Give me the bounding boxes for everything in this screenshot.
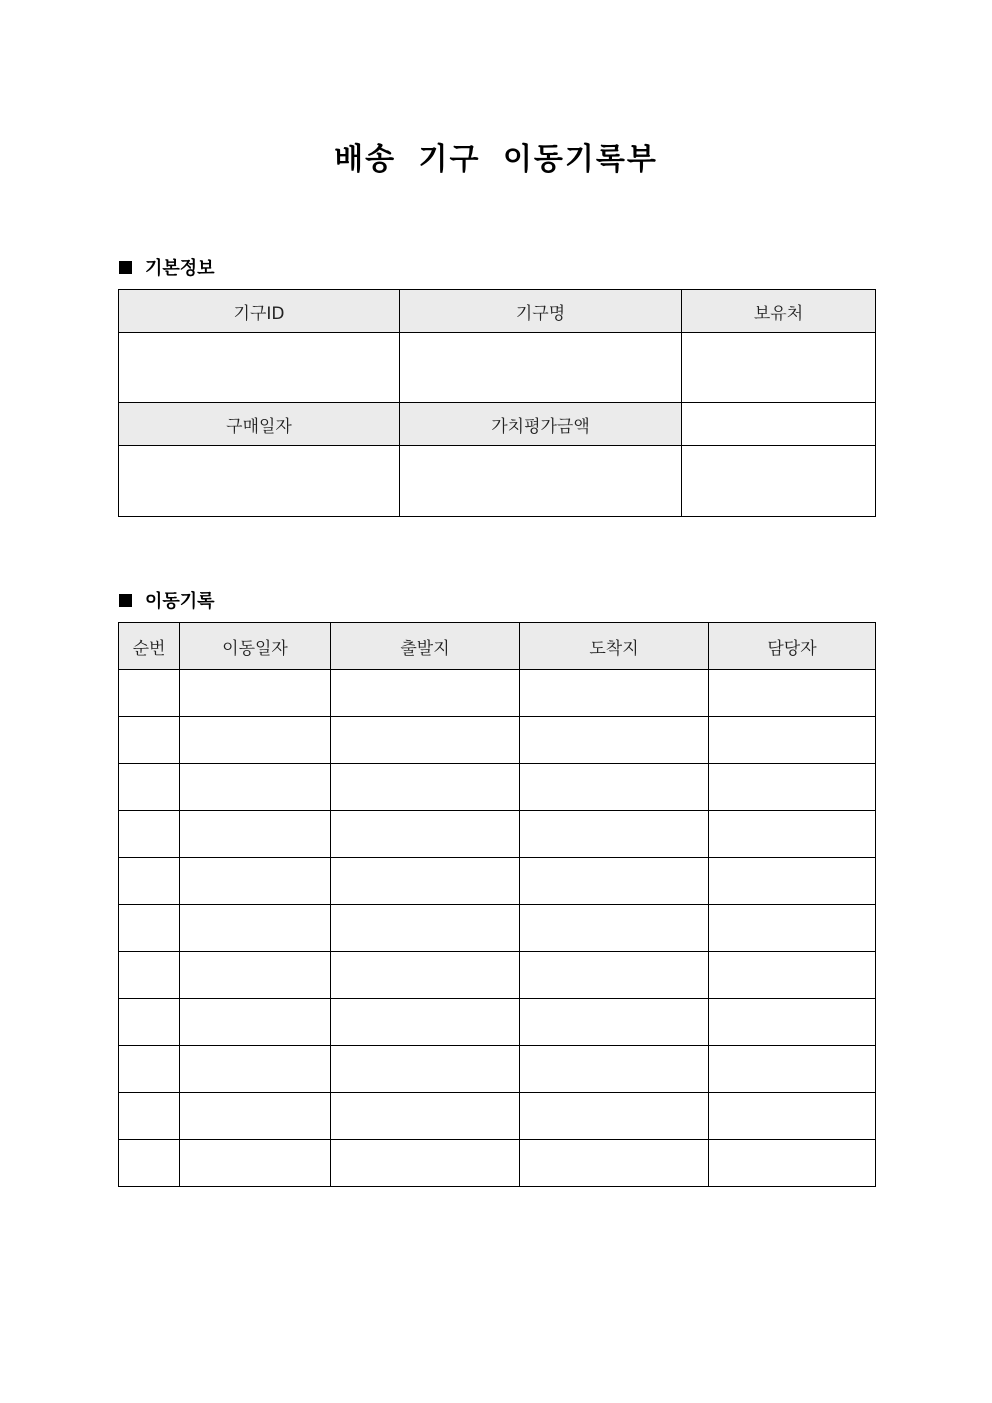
table-row [119,1140,876,1187]
header-person-in-charge: 담당자 [709,623,876,670]
move-date-cell[interactable] [180,1093,331,1140]
table-row [119,333,876,403]
table-header-row [119,290,876,333]
destination-cell[interactable] [520,764,709,811]
section-heading-basic-info [119,254,215,280]
header-equipment-id: 기구ID [119,290,400,333]
person-in-charge-cell[interactable] [709,764,876,811]
origin-cell[interactable] [331,717,520,764]
seq-no-cell[interactable] [119,999,180,1046]
table-header-row [119,623,876,670]
move-date-cell[interactable] [180,858,331,905]
destination-cell[interactable] [520,999,709,1046]
origin-cell[interactable] [331,858,520,905]
person-in-charge-cell[interactable] [709,1140,876,1187]
destination-cell[interactable] [520,717,709,764]
origin-cell[interactable] [331,1093,520,1140]
move-date-cell[interactable] [180,717,331,764]
destination-cell[interactable] [520,1046,709,1093]
origin-cell[interactable] [331,1140,520,1187]
move-date-cell[interactable] [180,952,331,999]
square-bullet-icon [119,594,132,607]
table-row [119,811,876,858]
move-date-cell[interactable] [180,999,331,1046]
seq-no-cell[interactable] [119,1046,180,1093]
section-heading-label: 기본정보 [145,258,215,279]
destination-cell[interactable] [520,811,709,858]
move-date-cell[interactable] [180,811,331,858]
destination-cell[interactable] [520,952,709,999]
person-in-charge-cell[interactable] [709,858,876,905]
header-equipment-name: 기구명 [400,290,682,333]
header-origin: 출발지 [331,623,520,670]
section-heading-label: 이동기록 [145,591,215,612]
origin-cell[interactable] [331,764,520,811]
table-row [119,717,876,764]
header-move-date: 이동일자 [180,623,331,670]
seq-no-cell[interactable] [119,905,180,952]
person-in-charge-cell[interactable] [709,670,876,717]
header-destination: 도착지 [520,623,709,670]
purchase-date-cell[interactable] [119,446,400,517]
person-in-charge-cell[interactable] [709,905,876,952]
origin-cell[interactable] [331,670,520,717]
person-in-charge-cell[interactable] [709,1093,876,1140]
movement-log-table [118,622,876,1187]
origin-cell[interactable] [331,811,520,858]
move-date-cell[interactable] [180,670,331,717]
table-row [119,858,876,905]
seq-no-cell[interactable] [119,1093,180,1140]
header-holder: 보유처 [682,290,876,333]
person-in-charge-cell[interactable] [709,717,876,764]
destination-cell[interactable] [520,1140,709,1187]
table-row [119,1046,876,1093]
table-row [119,1093,876,1140]
origin-cell[interactable] [331,952,520,999]
blank-header-cell[interactable] [682,403,876,446]
person-in-charge-cell[interactable] [709,999,876,1046]
move-date-cell[interactable] [180,1046,331,1093]
table-row [119,905,876,952]
table-row [119,952,876,999]
holder-cell[interactable] [682,333,876,403]
blank-value-cell[interactable] [682,446,876,517]
seq-no-cell[interactable] [119,952,180,999]
origin-cell[interactable] [331,905,520,952]
move-date-cell[interactable] [180,764,331,811]
section-heading-movement-log [119,587,215,613]
seq-no-cell[interactable] [119,764,180,811]
seq-no-cell[interactable] [119,811,180,858]
destination-cell[interactable] [520,670,709,717]
header-valuation-amount: 가치평가금액 [400,403,682,446]
table-row [119,764,876,811]
destination-cell[interactable] [520,858,709,905]
origin-cell[interactable] [331,999,520,1046]
equipment-name-cell[interactable] [400,333,682,403]
table-row [119,670,876,717]
person-in-charge-cell[interactable] [709,952,876,999]
table-row [119,446,876,517]
move-date-cell[interactable] [180,1140,331,1187]
document-title: 배송 기구 이동기록부 [334,142,658,177]
destination-cell[interactable] [520,905,709,952]
header-seq-no: 순번 [119,623,180,670]
person-in-charge-cell[interactable] [709,1046,876,1093]
destination-cell[interactable] [520,1093,709,1140]
header-purchase-date: 구매일자 [119,403,400,446]
origin-cell[interactable] [331,1046,520,1093]
square-bullet-icon [119,261,132,274]
valuation-amount-cell[interactable] [400,446,682,517]
table-row [119,999,876,1046]
equipment-id-cell[interactable] [119,333,400,403]
seq-no-cell[interactable] [119,1140,180,1187]
seq-no-cell[interactable] [119,858,180,905]
seq-no-cell[interactable] [119,670,180,717]
seq-no-cell[interactable] [119,717,180,764]
basic-info-table [118,289,876,517]
person-in-charge-cell[interactable] [709,811,876,858]
table-header-row [119,403,876,446]
move-date-cell[interactable] [180,905,331,952]
